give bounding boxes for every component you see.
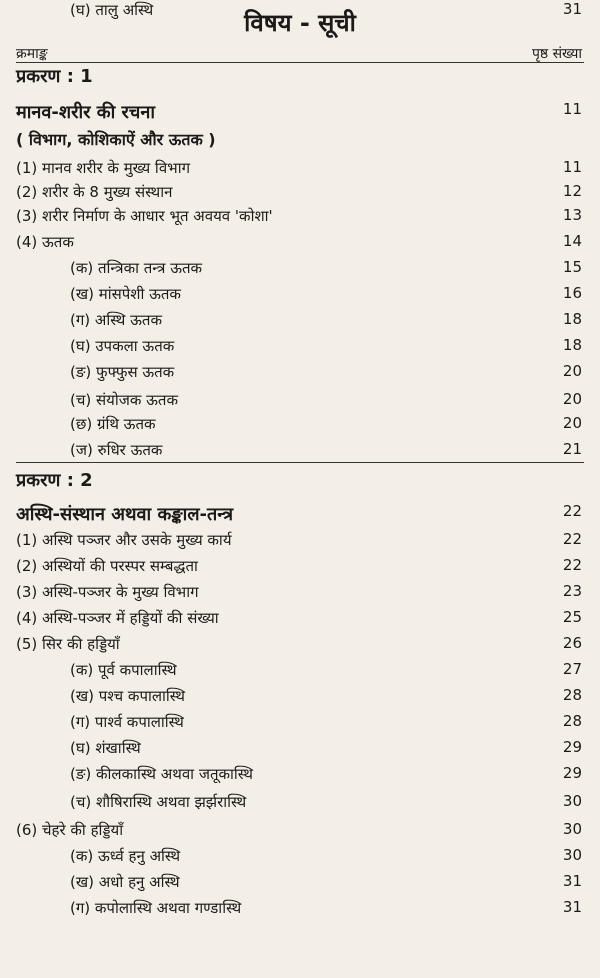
- toc-entry-page-number: 20: [562, 390, 582, 408]
- toc-entry: [16, 820, 582, 844]
- toc-entry-label: (घ) उपकला ऊतक: [70, 337, 175, 355]
- toc-entry-label: (ख) पश्च कपालास्थि: [70, 687, 185, 705]
- page-title: विषय - सूची: [244, 9, 356, 37]
- toc-entry-page-number: 18: [562, 310, 582, 328]
- toc-entry-label: (6) चेहरे की हड्डियाँ: [16, 821, 124, 839]
- toc-entry-page-number: 30: [562, 792, 582, 810]
- toc-entry-label: (1) मानव शरीर के मुख्य विभाग: [16, 159, 191, 177]
- toc-entry-label: मानव-शरीर की रचना: [16, 102, 155, 123]
- toc-entry: [16, 502, 582, 526]
- toc-entry-label: (छ) ग्रंथि ऊतक: [70, 415, 156, 433]
- toc-entry-page-number: 11: [562, 158, 582, 176]
- chapter-divider: [16, 62, 584, 63]
- toc-entry-page-number: 31: [562, 872, 582, 890]
- toc-entry: [16, 362, 582, 386]
- serial-column-header: क्रमाङ्क: [16, 46, 48, 62]
- toc-entry-page-number: 30: [562, 846, 582, 864]
- toc-entry-label: (5) सिर की हड्डियाँ: [16, 635, 120, 653]
- toc-entry: [16, 182, 582, 206]
- toc-entry-page-number: 29: [562, 738, 582, 756]
- toc-entry: [16, 284, 582, 308]
- toc-entry-label: (ग) कपोलास्थि अथवा गण्डास्थि: [70, 899, 242, 917]
- toc-entry: [16, 336, 582, 360]
- toc-entry-label: (घ) तालु अस्थि: [70, 1, 154, 19]
- toc-entry: [16, 310, 582, 334]
- toc-entry-label: (ज) रुधिर ऊतक: [70, 441, 163, 459]
- toc-entry-page-number: 28: [562, 686, 582, 704]
- toc-entry: [16, 872, 582, 896]
- toc-entry-label: (ग) अस्थि ऊतक: [70, 311, 162, 329]
- toc-entry: [16, 128, 582, 152]
- toc-entry: [16, 530, 582, 554]
- toc-entry-page-number: 18: [562, 336, 582, 354]
- toc-entry-label: (3) शरीर निर्माण के आधार भूत अवयव 'कोशा': [16, 207, 273, 225]
- toc-entry-label: (1) अस्थि पञ्जर और उसके मुख्य कार्य: [16, 531, 232, 549]
- toc-entry-page-number: 14: [562, 232, 582, 250]
- toc-entry: [16, 738, 582, 762]
- chapter-heading: प्रकरण : 2: [16, 470, 93, 491]
- toc-entry: [16, 764, 582, 788]
- toc-entry-page-number: 31: [562, 898, 582, 916]
- toc-entry: [16, 440, 582, 464]
- toc-entry: [16, 0, 582, 24]
- toc-entry-page-number: 15: [562, 258, 582, 276]
- toc-entry-label: (ग) पार्श्व कपालास्थि: [70, 713, 184, 731]
- toc-entry-label: अस्थि-संस्थान अथवा कङ्काल-तन्त्र: [16, 504, 234, 525]
- toc-entry: [16, 232, 582, 256]
- toc-entry: [16, 158, 582, 182]
- toc-entry-page-number: 22: [562, 530, 582, 548]
- toc-entry: [16, 898, 582, 922]
- toc-entry: [16, 556, 582, 580]
- toc-entry-label: (क) तन्त्रिका तन्त्र ऊतक: [70, 259, 203, 277]
- toc-entry-label: (ङ) कीलकास्थि अथवा जतूकास्थि: [70, 765, 253, 783]
- toc-entry-page-number: 22: [562, 556, 582, 574]
- toc-entry: [16, 686, 582, 710]
- toc-entry-label: (4) ऊतक: [16, 233, 74, 251]
- toc-entry-label: (ख) अधो हनु अस्थि: [70, 873, 180, 891]
- toc-entry-page-number: 16: [562, 284, 582, 302]
- toc-entry: [16, 100, 582, 124]
- toc-entry: [16, 206, 582, 230]
- toc-entry-label: (घ) शंखास्थि: [70, 739, 141, 757]
- chapter-heading: प्रकरण : 1: [16, 66, 93, 87]
- toc-entry: [16, 608, 582, 632]
- toc-entry: [16, 792, 582, 816]
- toc-entry: [16, 712, 582, 736]
- toc-entry-page-number: 27: [562, 660, 582, 678]
- toc-entry-label: (2) शरीर के 8 मुख्य संस्थान: [16, 183, 173, 201]
- toc-entry: [16, 634, 582, 658]
- toc-entry-label: (ङ) फुफ्फुस ऊतक: [70, 363, 175, 381]
- toc-entry-label: (च) संयोजक ऊतक: [70, 391, 178, 409]
- toc-entry-page-number: 29: [562, 764, 582, 782]
- toc-entry: [16, 258, 582, 282]
- toc-entry-label: (क) पूर्व कपालास्थि: [70, 661, 177, 679]
- toc-entry-page-number: 21: [562, 440, 582, 458]
- toc-entry: [16, 390, 582, 414]
- toc-entry-page-number: 23: [562, 582, 582, 600]
- toc-entry: [16, 660, 582, 684]
- toc-entry-page-number: 28: [562, 712, 582, 730]
- chapter-divider: [16, 462, 584, 463]
- toc-entry-page-number: 25: [562, 608, 582, 626]
- toc-entry-label: (च) शौषिरास्थि अथवा झर्झरास्थि: [70, 793, 247, 811]
- toc-entry-label: (4) अस्थि-पञ्जर में हड्डियों की संख्या: [16, 609, 219, 627]
- toc-entry: [16, 846, 582, 870]
- toc-entry-page-number: 26: [562, 634, 582, 652]
- toc-entry-page-number: 22: [562, 502, 582, 520]
- toc-entry-page-number: 20: [562, 362, 582, 380]
- toc-entry-label: (2) अस्थियों की परस्पर सम्बद्धता: [16, 557, 198, 575]
- toc-entry-page-number: 11: [562, 100, 582, 118]
- toc-entry-label: (क) ऊर्ध्व हनु अस्थि: [70, 847, 181, 865]
- toc-entry-label: (3) अस्थि-पञ्जर के मुख्य विभाग: [16, 583, 199, 601]
- toc-entry: [16, 414, 582, 438]
- toc-entry-label: (ख) मांसपेशी ऊतक: [70, 285, 181, 303]
- toc-entry-page-number: 31: [562, 0, 582, 18]
- toc-entry-page-number: 30: [562, 820, 582, 838]
- toc-entry-label: ( विभाग, कोशिकाऐं और ऊतक ): [16, 130, 216, 149]
- toc-entry-page-number: 20: [562, 414, 582, 432]
- toc-entry: [16, 582, 582, 606]
- page-number-column-header: पृष्ठ संख्या: [531, 46, 582, 62]
- toc-entry-page-number: 12: [562, 182, 582, 200]
- toc-entry-page-number: 13: [562, 206, 582, 224]
